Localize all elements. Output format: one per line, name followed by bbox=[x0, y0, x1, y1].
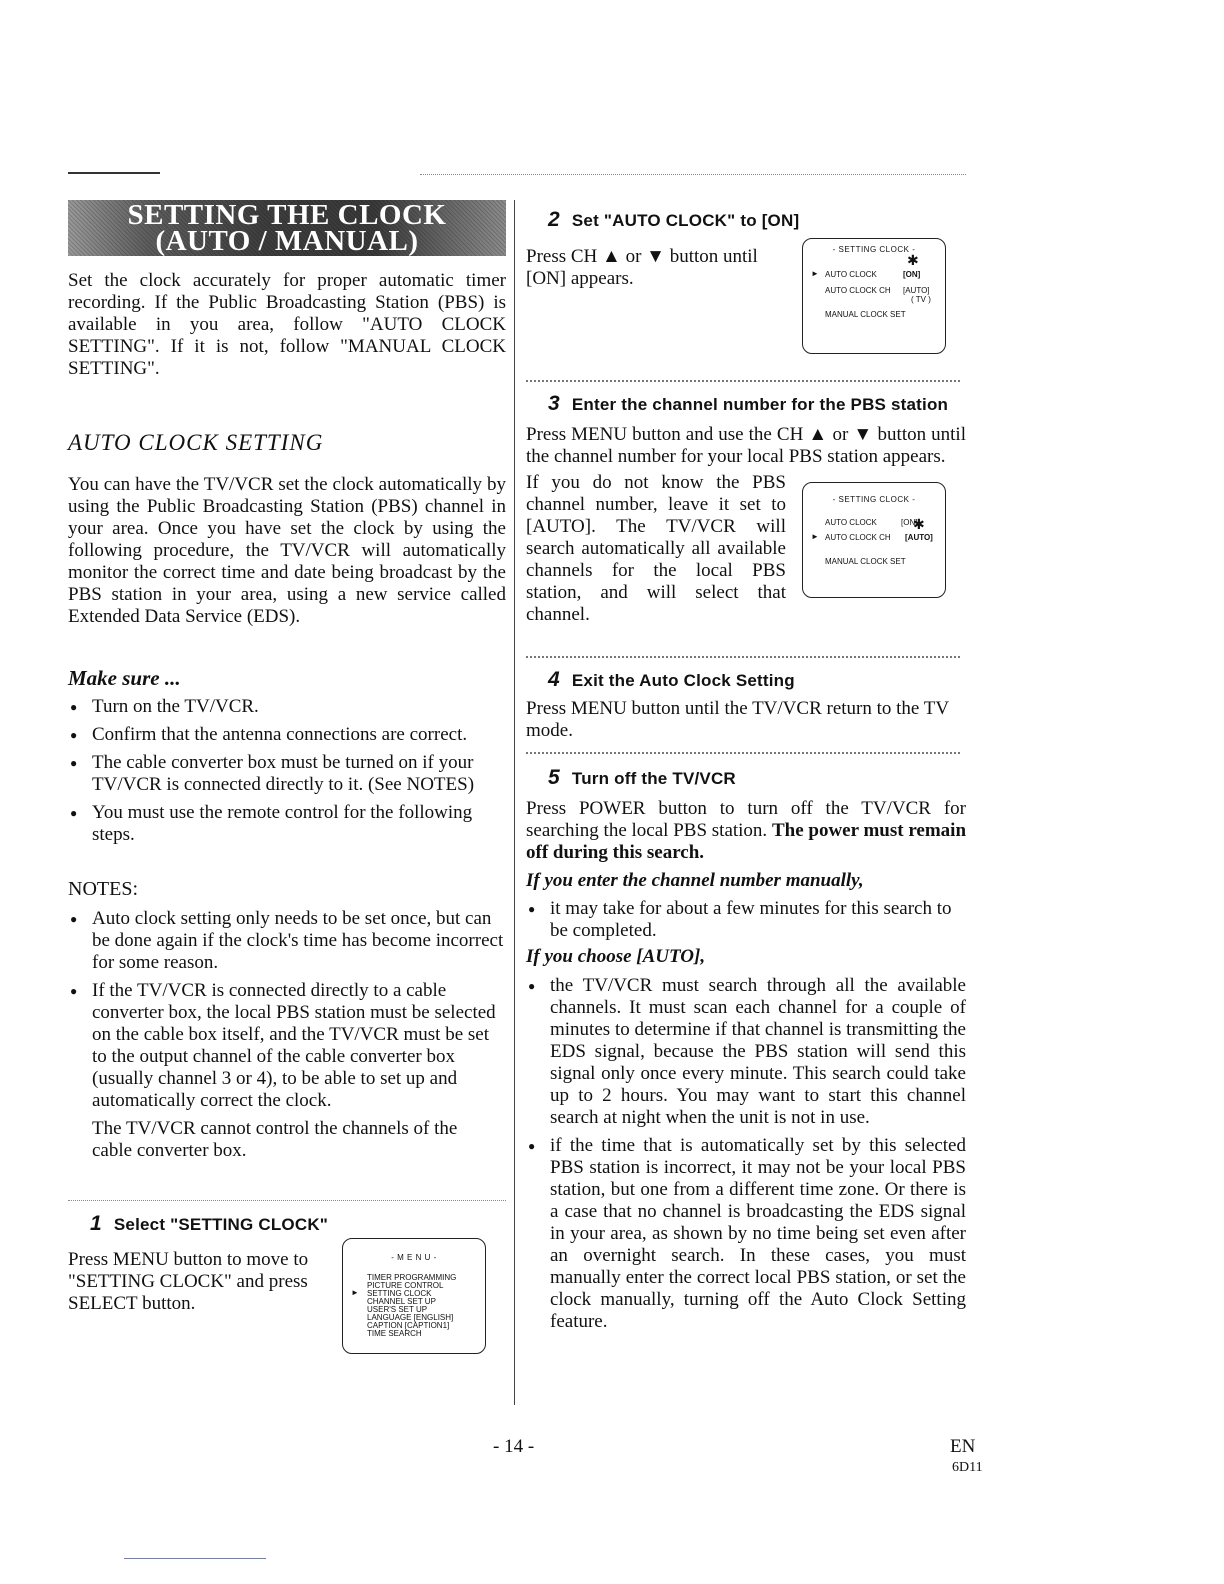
banner-line1: SETTING THE CLOCK bbox=[127, 199, 447, 231]
auto-heading: If you choose [AUTO], bbox=[526, 946, 706, 967]
selection-arrow-icon: ► bbox=[351, 1288, 359, 1297]
step3-number: 3 bbox=[548, 392, 560, 415]
step1-title: Select "SETTING CLOCK" bbox=[113, 1215, 329, 1234]
list-item: ● If the TV/VCR is connected directly to a cable converter box, the local PBS station must be selected on the cable box itself, and the TV/VCR must be set to the output channel of the cable converter box (usually channel 3 or 4), to be able to set up and automatically correct the clock. bbox=[68, 980, 506, 1112]
step4-heading bbox=[548, 668, 795, 692]
step5-body bbox=[526, 798, 966, 864]
menu-item: SETTING CLOCK bbox=[367, 1289, 432, 1298]
step4-body: Press MENU button until the TV/VCR return to the TV mode. bbox=[526, 698, 949, 741]
screen-title: - SETTING CLOCK - bbox=[832, 495, 916, 504]
top-rule-left bbox=[68, 172, 160, 174]
menu-screen bbox=[342, 1238, 486, 1354]
menu-item: TIME SEARCH bbox=[367, 1329, 422, 1338]
auto-clock-body: You can have the TV/VCR set the clock automatically by using the Public Broadcasting Station (PBS) channel in your area. Once you have set the clock by using the following procedure, the TV/VCR will automatically monitor the correct time and date being broadcast by the PBS station in your area, using a new service called Extended Data Service (EDS). bbox=[68, 474, 506, 627]
step3-body: Press MENU button and use the CH ▲ or ▼ button until the channel number for your local PBS station appears. bbox=[526, 424, 966, 467]
auto-clock-heading: AUTO CLOCK SETTING bbox=[68, 430, 324, 455]
manual-clock-label: MANUAL CLOCK SET bbox=[825, 557, 906, 566]
step1-heading bbox=[90, 1212, 328, 1236]
step4-title: Exit the Auto Clock Setting bbox=[571, 671, 795, 690]
bottom-rule bbox=[124, 1558, 266, 1559]
make-sure-list bbox=[68, 696, 506, 852]
step5-body-plain: Press POWER button to turn off the TV/VCR for searching the local PBS station. bbox=[526, 798, 966, 841]
step2-body: Press CH ▲ or ▼ button until [ON] appears. bbox=[526, 246, 758, 289]
step5-body-bold: The power must remain off during this search. bbox=[526, 820, 967, 863]
blink-icon: ✱ bbox=[913, 516, 925, 532]
selection-arrow-icon: ► bbox=[811, 532, 819, 541]
manual-clock-label: MANUAL CLOCK SET bbox=[825, 310, 906, 319]
step4-separator bbox=[526, 656, 960, 658]
blink-icon: ✱ bbox=[907, 252, 919, 268]
menu-item: TIMER PROGRAMMING bbox=[367, 1273, 457, 1282]
step3-body2: If you do not know the PBS channel number, leave it set to [AUTO]. The TV/VCR will search automatically all available channels for the local PBS station, and will select that channel. bbox=[526, 472, 786, 625]
title-banner bbox=[68, 200, 506, 256]
manual-list bbox=[526, 898, 966, 948]
banner-line2: (AUTO / MANUAL) bbox=[155, 225, 419, 257]
manual-heading: If you enter the channel number manually, bbox=[526, 870, 864, 891]
step5-heading bbox=[548, 766, 736, 790]
auto-clock-value: [ON] bbox=[903, 270, 921, 279]
step5-separator bbox=[526, 752, 960, 754]
model-code: 6D11 bbox=[952, 1460, 983, 1475]
list-item: ● Auto clock setting only needs to be set once, but can be done again if the clock's time has become incorrect for some reason. bbox=[68, 908, 506, 974]
menu-screen-title: - M E N U - bbox=[391, 1253, 437, 1262]
step4-number: 4 bbox=[548, 668, 560, 691]
auto-list bbox=[526, 975, 966, 1339]
page-number: - 14 - bbox=[493, 1436, 535, 1457]
auto-clock-ch-label: AUTO CLOCK CH bbox=[825, 533, 891, 542]
notes-list bbox=[68, 908, 506, 1118]
menu-item: CAPTION [CAPTION1] bbox=[367, 1321, 450, 1330]
step5-title: Turn off the TV/VCR bbox=[571, 769, 736, 788]
setting-clock-screen-on bbox=[802, 238, 946, 354]
list-item: ● the TV/VCR must search through all the available channels. It must scan each channel for a couple of minutes to determine if that channel is transmitting the EDS signal, because the PBS station will send this signal only once every minute. This search could take up to 2 hours. You may want to start this channel search at night when the unit is not in use. bbox=[526, 975, 966, 1129]
auto-clock-label: AUTO CLOCK bbox=[825, 270, 877, 279]
list-item: ● You must use the remote control for the following steps. bbox=[68, 802, 506, 846]
list-item: ● The cable converter box must be turned on if your TV/VCR is connected directly to it. (See NOTES) bbox=[68, 752, 506, 796]
setting-clock-screen-auto bbox=[802, 482, 946, 598]
list-item: ● it may take for about a few minutes for this search to be completed. bbox=[526, 898, 966, 942]
list-item: ● Turn on the TV/VCR. bbox=[68, 696, 506, 718]
menu-item: PICTURE CONTROL bbox=[367, 1281, 444, 1290]
tv-label: ( TV ) bbox=[911, 295, 931, 304]
column-divider bbox=[514, 200, 515, 1405]
step3-separator bbox=[526, 380, 960, 382]
make-sure-heading: Make sure ... bbox=[68, 666, 181, 690]
screen-title: - SETTING CLOCK - bbox=[832, 245, 916, 254]
step1-separator bbox=[68, 1200, 506, 1201]
step2-heading bbox=[548, 208, 799, 232]
menu-item: LANGUAGE [ENGLISH] bbox=[367, 1313, 454, 1322]
notes-extra: The TV/VCR cannot control the channels of the cable converter box. bbox=[92, 1118, 458, 1161]
step2-number: 2 bbox=[548, 208, 560, 231]
menu-item: CHANNEL SET UP bbox=[367, 1297, 436, 1306]
intro-text: Set the clock accurately for proper automatic timer recording. If the Public Broadcasting Station (PBS) is available in you area, follow "AUTO CLOCK SETTING". If it is not, follow "MANUAL CLOCK SETTING". bbox=[68, 270, 506, 379]
auto-clock-value: [ON] bbox=[901, 518, 918, 527]
auto-clock-ch-label: AUTO CLOCK CH bbox=[825, 286, 891, 295]
list-item: ● if the time that is automatically set by this selected PBS station is incorrect, it may not be your local PBS station, but one from a different time zone. Or there is a case that no channel is broadcasting the EDS signal in your area, as shown by no time being set even after an overnight search. In these cases, you must manually enter the correct local PBS station, or set the clock manually, turning off the Auto Clock Setting feature. bbox=[526, 1135, 966, 1333]
auto-clock-ch-value: [AUTO] bbox=[905, 533, 933, 542]
auto-clock-ch-value: [AUTO] bbox=[903, 286, 930, 295]
step1-number: 1 bbox=[90, 1212, 102, 1235]
list-item: ● Confirm that the antenna connections are correct. bbox=[68, 724, 506, 746]
step2-title: Set "AUTO CLOCK" to [ON] bbox=[571, 211, 800, 230]
top-rule-right bbox=[420, 174, 966, 175]
notes-heading: NOTES: bbox=[68, 878, 138, 900]
step3-title: Enter the channel number for the PBS station bbox=[571, 395, 949, 414]
step5-number: 5 bbox=[548, 766, 560, 789]
selection-arrow-icon: ► bbox=[811, 269, 819, 278]
menu-item: USER'S SET UP bbox=[367, 1305, 428, 1314]
step3-heading bbox=[548, 392, 948, 416]
step1-body: Press MENU button to move to "SETTING CLOCK" and press SELECT button. bbox=[68, 1249, 309, 1314]
language-code: EN bbox=[950, 1436, 976, 1457]
auto-clock-label: AUTO CLOCK bbox=[825, 518, 877, 527]
